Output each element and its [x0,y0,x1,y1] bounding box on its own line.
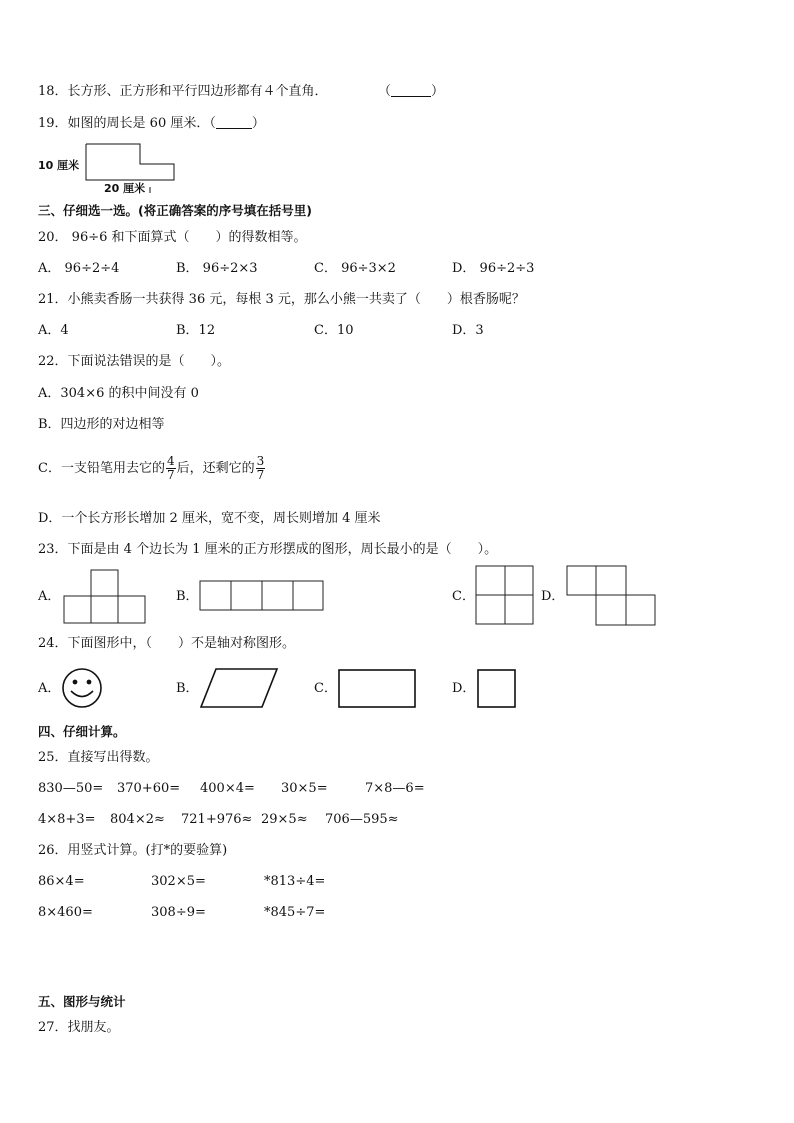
question-23: 23．下面是由 4 个边长为 1 厘米的正方形摆成的图形，周长最小的是（ ）。 [38,542,498,557]
question-22: 22．下面说法错误的是（ ）。 [38,354,231,369]
option-a-label[interactable]: A． [38,589,61,604]
option-c-text-2: 后，还剩它的 [176,461,255,476]
calc-item: 30×5= [281,781,328,796]
question-27: 27．找朋友。 [38,1020,120,1035]
option-d[interactable]: D．一个长方形长增加 2 厘米，宽不变，周长则增加 4 厘米 [38,511,381,526]
option-d-label[interactable]: D． [452,681,476,696]
section-3-title: 三、仔细选一选。(将正确答案的序号填在括号里) [38,203,312,218]
paren-close: ） [251,116,265,131]
option-b[interactable]: B．四边形的对边相等 [38,417,165,432]
calc-item: 7×8—6= [365,781,425,796]
option-d[interactable]: D．3 [452,323,484,338]
option-a[interactable]: A． 96÷2÷4 [38,261,120,276]
calc-item: 308÷9= [151,905,206,920]
calc-item: 86×4= [38,874,85,889]
smiley-icon [63,669,101,707]
option-c-label[interactable]: C． [452,589,475,604]
question-24: 24．下面图形中，（ ）不是轴对称图形。 [38,636,296,651]
calc-item: 4×8+3= [38,812,96,827]
question-19-text: 19．如图的周长是 60 厘米．（ [38,116,216,131]
question-20: 20． 96÷6 和下面算式（ ）的得数相等。 [38,230,307,245]
calc-item: *845÷7= [264,905,326,920]
option-b-label[interactable]: B． [176,681,199,696]
option-d-label[interactable]: D． [541,589,565,604]
paren-close: ） [431,84,445,99]
rectangle-shape [339,670,415,707]
fig19-bottom-label: 20 厘米 [104,182,146,195]
option-d[interactable]: D． 96÷2÷3 [452,261,535,276]
option-c-label[interactable]: C． [314,681,337,696]
question-25: 25．直接写出得数。 [38,750,159,765]
option-b[interactable]: B．12 [176,323,216,338]
calc-item: 400×4= [200,781,255,796]
option-c[interactable]: C． 96÷3×2 [314,261,396,276]
fraction: $\frac{3}{7}$ [256,454,265,482]
paren-open: （ [378,84,392,99]
square-shape [478,670,515,707]
option-a[interactable]: A．304×6 的积中间没有 0 [38,386,199,401]
option-a[interactable]: A．4 [38,323,69,338]
option-c-text: C．一支铅笔用去它的 [38,461,165,476]
calc-item: 706—595≈ [325,812,399,827]
fraction: $\frac{4}{7}$ [166,454,175,482]
calc-item: 302×5= [151,874,206,889]
fig19-left-label: 10 厘米 [38,159,80,172]
calc-item: 29×5≈ [261,812,308,827]
question-21: 21．小熊卖香肠一共获得 36 元，每根 3 元，那么小熊一共卖了（ ）根香肠呢？ [38,292,525,307]
calc-item: 830—50= [38,781,104,796]
calc-item: *813÷4= [264,874,326,889]
option-b[interactable]: B． 96÷2×3 [176,261,258,276]
section-4-title: 四、仔细计算。 [38,724,126,739]
calc-item: 721+976≈ [181,812,253,827]
parallelogram-shape [201,669,277,707]
question-18-text: 18．长方形、正方形和平行四边形都有４个直角． [38,84,328,99]
calc-item: 804×2≈ [110,812,165,827]
calc-item: 8×460= [38,905,93,920]
option-c[interactable]: C．10 [314,323,354,338]
option-a-label[interactable]: A． [38,681,61,696]
question-26: 26．用竖式计算。(打*的要验算) [38,843,228,858]
option-b-label[interactable]: B． [176,589,199,604]
calc-item: 370+60= [117,781,181,796]
section-5-title: 五、图形与统计 [38,994,126,1009]
